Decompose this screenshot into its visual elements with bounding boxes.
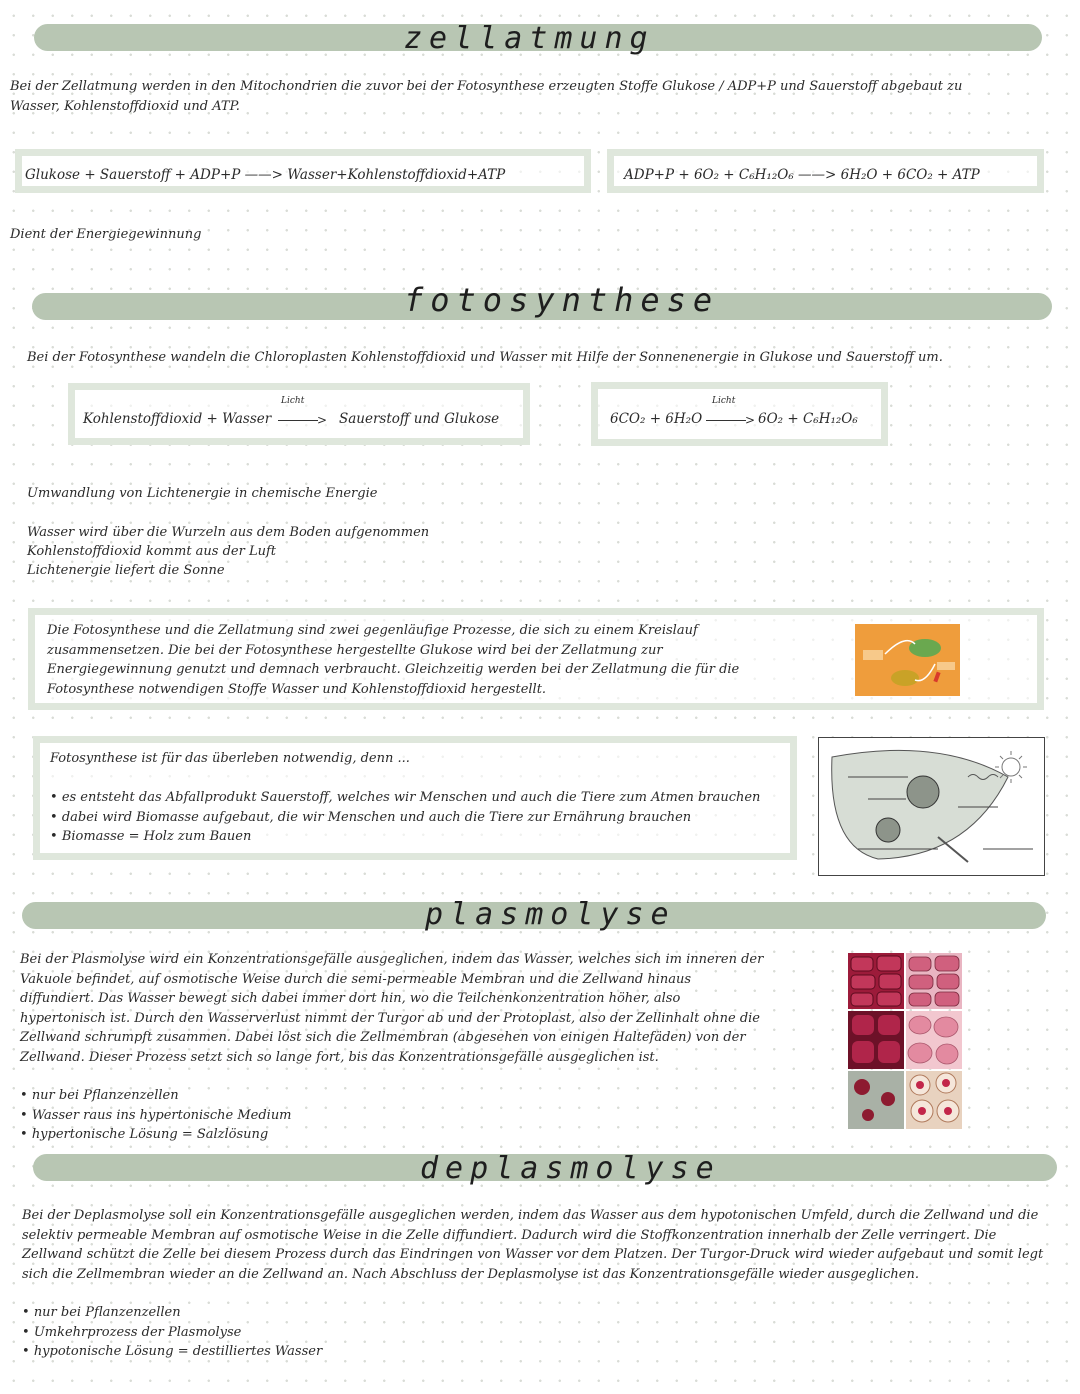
zellatmung-equation-formula-box: [607, 149, 1044, 193]
importance-box: [33, 736, 797, 860]
plasmolysis-cells-photo: [848, 953, 962, 1129]
eq1-arrowhead: >: [317, 413, 328, 427]
deplasmolyse-title: deplasmolyse: [420, 1151, 721, 1186]
eq2-right: 6O₂ + C₆H₁₂O₆: [758, 411, 858, 427]
co2-label-box: [937, 662, 955, 670]
eq1-right: Sauerstoff und Glukose: [339, 411, 500, 427]
fotosynthese-line3: Kohlenstoffdioxid kommt aus der Luft: [27, 544, 277, 559]
fotosynthese-equation-formula-box: [591, 382, 888, 446]
fotosynthese-line2: Wasser wird über die Wurzeln aus dem Boden aufgenommen: [27, 525, 430, 540]
zellatmung-equation-words-box: [15, 149, 591, 193]
plasmolyse-list: [20, 1086, 292, 1145]
importance-item: • dabei wird Biomasse aufgebaut, die wir Menschen und auch die Tiere zur Ernährung brauchen: [50, 808, 790, 828]
eq2-light-label: Licht: [712, 396, 736, 406]
deplasmolyse-item: • nur bei Pflanzenzellen: [22, 1303, 322, 1323]
fotosynthese-equation-words-box: [68, 383, 530, 445]
glucose-label-box: [863, 650, 883, 660]
zellatmung-title: zellatmung: [404, 21, 655, 56]
plasmolyse-title: plasmolyse: [425, 897, 676, 932]
plasmolyse-item: • nur bei Pflanzenzellen: [20, 1086, 292, 1106]
cycle-box: [28, 608, 1044, 710]
importance-item: • es entsteht das Abfallprodukt Sauerstoff, welches wir Menschen und auch die Tiere zum Atmen brauchen: [50, 788, 790, 808]
leaf-diagram: [818, 737, 1045, 876]
zellatmung-note: Dient der Energiegewinnung: [10, 227, 202, 242]
zellatmung-intro: Bei der Zellatmung werden in den Mitochondrien die zuvor bei der Fotosynthese erzeugten Stoffe Glukose / ADP+P und Sauerstoff abgebaut zu Wasser, Kohlenstoffdioxid und ATP.: [10, 79, 963, 114]
importance-item: • Biomasse = Holz zum Bauen: [50, 827, 790, 847]
zellatmung-equation-words: Glukose + Sauerstoff + ADP+P ——> Wasser+Kohlenstoffdioxid+ATP: [25, 167, 506, 183]
fotosynthese-line4: Lichtenergie liefert die Sonne: [27, 563, 225, 578]
mitochondrion-icon: [876, 818, 900, 842]
mitochondrion-icon: [891, 670, 919, 686]
eq1-arrow: [278, 420, 318, 421]
fotosynthese-title: fotosynthese: [404, 281, 720, 319]
sun-icon: [1002, 758, 1020, 776]
deplasmolyse-item: • Umkehrprozess der Plasmolyse: [22, 1323, 322, 1343]
importance-intro: Fotosynthese ist für das überleben notwendig, denn ...: [50, 751, 410, 766]
deplasmolyse-item: • hypotonische Lösung = destilliertes Wasser: [22, 1342, 322, 1362]
plasmolyse-item: • Wasser raus ins hypertonische Medium: [20, 1106, 292, 1126]
eq1-left: Kohlenstoffdioxid + Wasser: [83, 411, 272, 427]
eq2-arrow: [706, 420, 746, 421]
fotosynthese-intro: Bei der Fotosynthese wandeln die Chloroplasten Kohlenstoffdioxid und Wasser mit Hilfe der Sonnenenergie in Glukose und Sauerstoff um.: [27, 350, 943, 365]
chloroplast-icon: [909, 639, 941, 657]
zellatmung-equation-formula: ADP+P + 6O₂ + C₆H₁₂O₆ ——> 6H₂O + 6CO₂ + ATP: [624, 167, 980, 183]
plasmolyse-item: • hypertonische Lösung = Salzlösung: [20, 1125, 292, 1145]
eq1-light-label: Licht: [281, 396, 305, 406]
deplasmolyse-list: [22, 1303, 322, 1362]
deplasmolyse-text: Bei der Deplasmolyse soll ein Konzentrationsgefälle ausgeglichen werden, indem das Wasser aus dem hypotonischen Umfeld, durch die Zellwand und die selektiv permeable Membran auf osmotische Weise in die Zelle diffundiert. Dadurch wird die Stoffkonzentration innerhalb der Zelle verringert. Die Zellwand schützt die Zelle bei diesem Prozess durch das Eindringen von Wasser vor dem Platzen. Der Turgor-Druck wird wieder aufgebaut und somit legt sich die Zellmembran wieder an die Zellwand an. Nach Abschluss der Deplasmolyse ist das Konzentrationsgefälle wieder ausgeglichen.: [22, 1208, 1044, 1282]
cycle-text: Die Fotosynthese und die Zellatmung sind zwei gegenläufige Prozesse, die sich zu einem Kreislauf zusammensetzen. Die bei der Fotosynthese hergestellte Glukose wird bei der Zellatmung zur Energiegewinnung genutzt und demnach verbraucht. Gleichzeitig werden bei der Zellatmung die für die Fotosynthese notwendigen Stoffe Wasser und Kohlenstoffdioxid hergestellt.: [47, 623, 740, 697]
photosynthesis-cycle-diagram: [855, 624, 960, 696]
plasmolyse-text: Bei der Plasmolyse wird ein Konzentrationsgefälle ausgeglichen, indem das Wasser, welches sich im inneren der Vakuole befindet, auf osmotische Weise durch die semi-permeable Membran und die Zellwand hinaus diffundiert. Das Wasser bewegt sich dabei immer dort hin, wo die Teilchenkonzentration höher, also hypertonisch ist. Durch den Wasserverlust nimmt der Turgor ab und der Protoplast, also der Zellinhalt ohne die Zellwand schrumpft zusammen. Dabei löst sich die Zellmembran (abgesehen von einigen Haltefäden) von der Zellwand. Dieser Prozess setzt sich so lange fort, bis das Konzentrationsgefälle ausgeglichen ist.: [20, 952, 764, 1065]
eq2-arrowhead: >: [745, 413, 756, 427]
fotosynthese-line1: Umwandlung von Lichtenergie in chemische Energie: [27, 486, 378, 501]
chloroplast-icon: [907, 776, 939, 808]
importance-list: [50, 788, 790, 847]
eq2-left: 6CO₂ + 6H₂O: [610, 411, 703, 427]
